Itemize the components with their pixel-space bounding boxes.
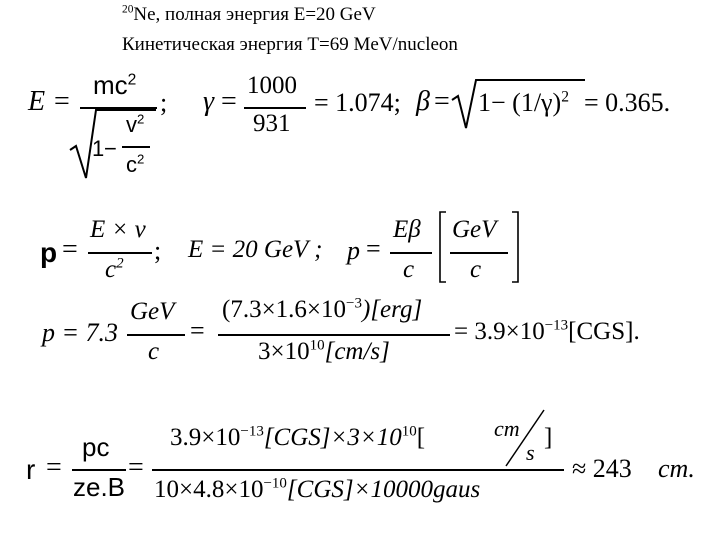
eq6-denominator: c: [403, 256, 415, 283]
eq3-result: = 0.365.: [584, 88, 671, 117]
eq2-result: = 1.074;: [314, 88, 401, 117]
eq2-denominator: 931: [253, 110, 291, 137]
eq6-left-bracket: [440, 212, 446, 282]
eq4-equals: =: [62, 234, 78, 265]
eq1-semicolon: ;: [160, 88, 168, 117]
eq4-numerator: E × v: [90, 216, 146, 243]
header-line-1-text: Ne, полная энергия E=20 GeV: [133, 4, 376, 25]
eq6-equals: =: [366, 234, 381, 263]
eq6-bracket-denominator: c: [470, 256, 482, 283]
eq6-numerator: Eβ: [393, 216, 421, 243]
eq8-cm: cm: [494, 416, 520, 441]
eq6-p: p: [347, 236, 360, 265]
eq8-equals-1: =: [46, 452, 62, 483]
isotope-mass: 20: [122, 3, 134, 16]
eq3-equals: =: [434, 86, 450, 117]
eq4-semicolon: ;: [154, 236, 162, 265]
eq4-p: p: [40, 237, 58, 268]
eq8-r: r: [26, 454, 36, 485]
eq5-text: E = 20 GeV ;: [188, 236, 323, 263]
eq8-f1-numerator: pc: [82, 432, 110, 462]
eq7-f2-denominator: $3\times 10^{10}[cm/s]$: [258, 337, 390, 365]
eq8-unit: cm.: [658, 454, 695, 483]
eq8-close-bracket: ]: [544, 424, 553, 451]
eq8-approx: ≈ 243: [572, 454, 632, 483]
eq2-numerator: 1000: [247, 72, 297, 99]
header-line-2: Кинетическая энергия T=69 MeV/nucleon: [122, 34, 458, 55]
eq8-f1-denominator: ze.B: [73, 472, 126, 502]
eq7-f1-denominator: c: [148, 338, 160, 365]
eq7-f1-numerator: GeV: [130, 298, 175, 325]
eq6-bracket-numerator: GeV: [452, 216, 497, 243]
eq8-s: s: [526, 440, 535, 465]
eq1-c-squared: $c^2$: [126, 151, 145, 177]
eq1-v-squared: $v^2$: [126, 111, 145, 137]
eq1-E: E: [28, 86, 46, 117]
eq7-lhs: p = 7.3: [42, 318, 119, 347]
eq7-result: = $3.9\times 10^{-13}[CGS]$.: [454, 317, 640, 345]
eq6-right-bracket: [512, 212, 518, 282]
eq1-radical-sign: [70, 110, 156, 178]
eq7-equals: =: [190, 316, 205, 345]
eq4-denominator: $c^2$: [105, 255, 124, 283]
eq1-minus: −: [104, 136, 117, 161]
eq2-equals: =: [221, 86, 237, 117]
eq3-radical-sign: [452, 80, 585, 128]
eq1-numerator: $mc^2$: [93, 70, 137, 100]
eq1-equals: =: [54, 86, 70, 117]
eq3-beta: β: [416, 86, 430, 117]
eq8-cm-per-s-slash: [506, 410, 544, 466]
eq2-gamma: γ: [203, 86, 215, 117]
eq7-f2-numerator: $(7.3\times 1.6\times 10^{-3})[erg]$: [222, 295, 423, 323]
eq8-denominator: $10\times 4.8\times 10^{-10}[CGS]\times 10000gaus$: [154, 475, 481, 503]
eq3-radicand: $1- (1/\gamma)^2$: [478, 88, 569, 117]
eq8-numerator: $3.9\times 10^{-13}[CGS]\times 3\times 10^{10}$[: [170, 423, 426, 451]
eq1-one: 1: [92, 136, 105, 161]
eq8-equals-2: =: [128, 452, 144, 483]
